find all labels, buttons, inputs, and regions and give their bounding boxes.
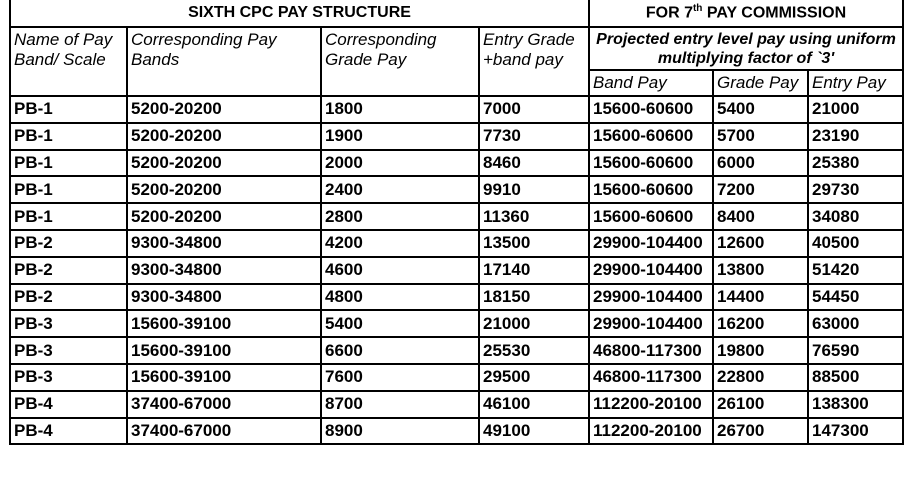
cell-entry-grade-pay: 46100 bbox=[479, 391, 589, 418]
cell-band-pay: 29900-104400 bbox=[589, 257, 713, 284]
cell-corresponding-pay-band: 5200-20200 bbox=[127, 203, 321, 230]
cell-corresponding-pay-band: 9300-34800 bbox=[127, 284, 321, 311]
sixth-cpc-banner bbox=[10, 0, 589, 27]
cell-corresponding-grade-pay: 8900 bbox=[321, 418, 479, 445]
header-band-pay: Band Pay bbox=[589, 70, 713, 96]
cell-grade-pay: 12600 bbox=[713, 230, 808, 257]
cell-corresponding-grade-pay: 2800 bbox=[321, 203, 479, 230]
seventh-pc-banner bbox=[589, 0, 903, 27]
cell-corresponding-grade-pay: 1800 bbox=[321, 96, 479, 123]
cell-entry-grade-pay: 49100 bbox=[479, 418, 589, 445]
pay-structure-table bbox=[9, 0, 904, 445]
seventh-pc-title-prefix: FOR 7 bbox=[645, 4, 693, 21]
header-corresponding-pay-bands: Corresponding Pay Bands bbox=[127, 27, 321, 96]
cell-grade-pay: 22800 bbox=[713, 364, 808, 391]
cell-entry-grade-pay: 29500 bbox=[479, 364, 589, 391]
cell-corresponding-pay-band: 37400-67000 bbox=[127, 391, 321, 418]
cell-corresponding-pay-band: 15600-39100 bbox=[127, 310, 321, 337]
cell-band-pay: 29900-104400 bbox=[589, 310, 713, 337]
cell-entry-pay: 147300 bbox=[808, 418, 903, 445]
cell-grade-pay: 16200 bbox=[713, 310, 808, 337]
cell-entry-grade-pay: 9910 bbox=[479, 176, 589, 203]
cell-entry-pay: 34080 bbox=[808, 203, 903, 230]
cell-grade-pay: 5400 bbox=[713, 96, 808, 123]
cell-pay-band: PB-1 bbox=[10, 123, 127, 150]
cell-corresponding-grade-pay: 6600 bbox=[321, 337, 479, 364]
cell-corresponding-grade-pay: 4200 bbox=[321, 230, 479, 257]
table-row bbox=[10, 150, 903, 177]
cell-band-pay: 15600-60600 bbox=[589, 96, 713, 123]
cell-entry-pay: 54450 bbox=[808, 284, 903, 311]
table-row bbox=[10, 364, 903, 391]
cell-corresponding-grade-pay: 4800 bbox=[321, 284, 479, 311]
table-row bbox=[10, 176, 903, 203]
header-grade-pay: Grade Pay bbox=[713, 70, 808, 96]
cell-corresponding-pay-band: 9300-34800 bbox=[127, 230, 321, 257]
cell-pay-band: PB-2 bbox=[10, 257, 127, 284]
cell-band-pay: 46800-117300 bbox=[589, 364, 713, 391]
cell-entry-grade-pay: 7000 bbox=[479, 96, 589, 123]
cell-corresponding-grade-pay: 2000 bbox=[321, 150, 479, 177]
cell-pay-band: PB-4 bbox=[10, 418, 127, 445]
cell-grade-pay: 14400 bbox=[713, 284, 808, 311]
cell-entry-grade-pay: 8460 bbox=[479, 150, 589, 177]
cell-entry-pay: 138300 bbox=[808, 391, 903, 418]
table-row bbox=[10, 418, 903, 445]
cell-entry-grade-pay: 18150 bbox=[479, 284, 589, 311]
cell-corresponding-pay-band: 15600-39100 bbox=[127, 337, 321, 364]
cell-entry-pay: 25380 bbox=[808, 150, 903, 177]
table-row bbox=[10, 203, 903, 230]
cell-entry-grade-pay: 17140 bbox=[479, 257, 589, 284]
cell-entry-pay: 88500 bbox=[808, 364, 903, 391]
cell-entry-pay: 76590 bbox=[808, 337, 903, 364]
cell-band-pay: 15600-60600 bbox=[589, 123, 713, 150]
cell-pay-band: PB-4 bbox=[10, 391, 127, 418]
table-row bbox=[10, 230, 903, 257]
cell-corresponding-pay-band: 5200-20200 bbox=[127, 96, 321, 123]
cell-band-pay: 29900-104400 bbox=[589, 284, 713, 311]
cell-entry-pay: 29730 bbox=[808, 176, 903, 203]
cell-corresponding-pay-band: 5200-20200 bbox=[127, 123, 321, 150]
cell-entry-grade-pay: 11360 bbox=[479, 203, 589, 230]
cell-grade-pay: 6000 bbox=[713, 150, 808, 177]
header-projected-entry-pay: Projected entry level pay using uniform multiplying factor of `3' bbox=[589, 27, 903, 70]
cell-pay-band: PB-1 bbox=[10, 150, 127, 177]
cell-grade-pay: 5700 bbox=[713, 123, 808, 150]
table-row bbox=[10, 257, 903, 284]
cell-band-pay: 15600-60600 bbox=[589, 150, 713, 177]
cell-entry-grade-pay: 7730 bbox=[479, 123, 589, 150]
table-row bbox=[10, 96, 903, 123]
cell-grade-pay: 7200 bbox=[713, 176, 808, 203]
cell-pay-band: PB-1 bbox=[10, 176, 127, 203]
cell-entry-pay: 51420 bbox=[808, 257, 903, 284]
seventh-pc-title-suffix: PAY COMMISSION bbox=[702, 4, 847, 21]
cell-corresponding-pay-band: 5200-20200 bbox=[127, 150, 321, 177]
cell-corresponding-pay-band: 15600-39100 bbox=[127, 364, 321, 391]
cell-pay-band: PB-2 bbox=[10, 284, 127, 311]
cell-band-pay: 112200-20100 bbox=[589, 418, 713, 445]
cell-corresponding-grade-pay: 4600 bbox=[321, 257, 479, 284]
cell-entry-grade-pay: 13500 bbox=[479, 230, 589, 257]
header-entry-pay: Entry Pay bbox=[808, 70, 903, 96]
cell-grade-pay: 26700 bbox=[713, 418, 808, 445]
cell-entry-pay: 40500 bbox=[808, 230, 903, 257]
cell-band-pay: 15600-60600 bbox=[589, 203, 713, 230]
table-row bbox=[10, 391, 903, 418]
cell-pay-band: PB-3 bbox=[10, 364, 127, 391]
header-entry-grade-band-pay: Entry Grade +band pay bbox=[479, 27, 589, 96]
cell-entry-grade-pay: 21000 bbox=[479, 310, 589, 337]
cell-grade-pay: 8400 bbox=[713, 203, 808, 230]
pay-table-body bbox=[10, 96, 903, 444]
cell-corresponding-grade-pay: 1900 bbox=[321, 123, 479, 150]
sixth-cpc-title: SIXTH CPC PAY STRUCTURE bbox=[188, 4, 411, 21]
cell-corresponding-pay-band: 5200-20200 bbox=[127, 176, 321, 203]
cell-corresponding-grade-pay: 7600 bbox=[321, 364, 479, 391]
cell-band-pay: 29900-104400 bbox=[589, 230, 713, 257]
cell-corresponding-pay-band: 37400-67000 bbox=[127, 418, 321, 445]
cell-band-pay: 112200-20100 bbox=[589, 391, 713, 418]
cell-corresponding-pay-band: 9300-34800 bbox=[127, 257, 321, 284]
cell-grade-pay: 13800 bbox=[713, 257, 808, 284]
table-row bbox=[10, 284, 903, 311]
table-row bbox=[10, 310, 903, 337]
table-row bbox=[10, 123, 903, 150]
cell-entry-pay: 23190 bbox=[808, 123, 903, 150]
cell-pay-band: PB-3 bbox=[10, 337, 127, 364]
cell-corresponding-grade-pay: 5400 bbox=[321, 310, 479, 337]
cell-grade-pay: 26100 bbox=[713, 391, 808, 418]
table-row bbox=[10, 337, 903, 364]
cell-pay-band: PB-1 bbox=[10, 203, 127, 230]
seventh-pc-title-sup: th bbox=[692, 2, 703, 14]
cell-grade-pay: 19800 bbox=[713, 337, 808, 364]
cell-entry-pay: 21000 bbox=[808, 96, 903, 123]
cell-band-pay: 15600-60600 bbox=[589, 176, 713, 203]
cell-corresponding-grade-pay: 2400 bbox=[321, 176, 479, 203]
cell-entry-pay: 63000 bbox=[808, 310, 903, 337]
cell-pay-band: PB-1 bbox=[10, 96, 127, 123]
cell-corresponding-grade-pay: 8700 bbox=[321, 391, 479, 418]
header-corresponding-grade-pay: Corresponding Grade Pay bbox=[321, 27, 479, 96]
cell-pay-band: PB-3 bbox=[10, 310, 127, 337]
cell-entry-grade-pay: 25530 bbox=[479, 337, 589, 364]
cell-pay-band: PB-2 bbox=[10, 230, 127, 257]
cell-band-pay: 46800-117300 bbox=[589, 337, 713, 364]
header-pay-band-scale: Name of Pay Band/ Scale bbox=[10, 27, 127, 96]
